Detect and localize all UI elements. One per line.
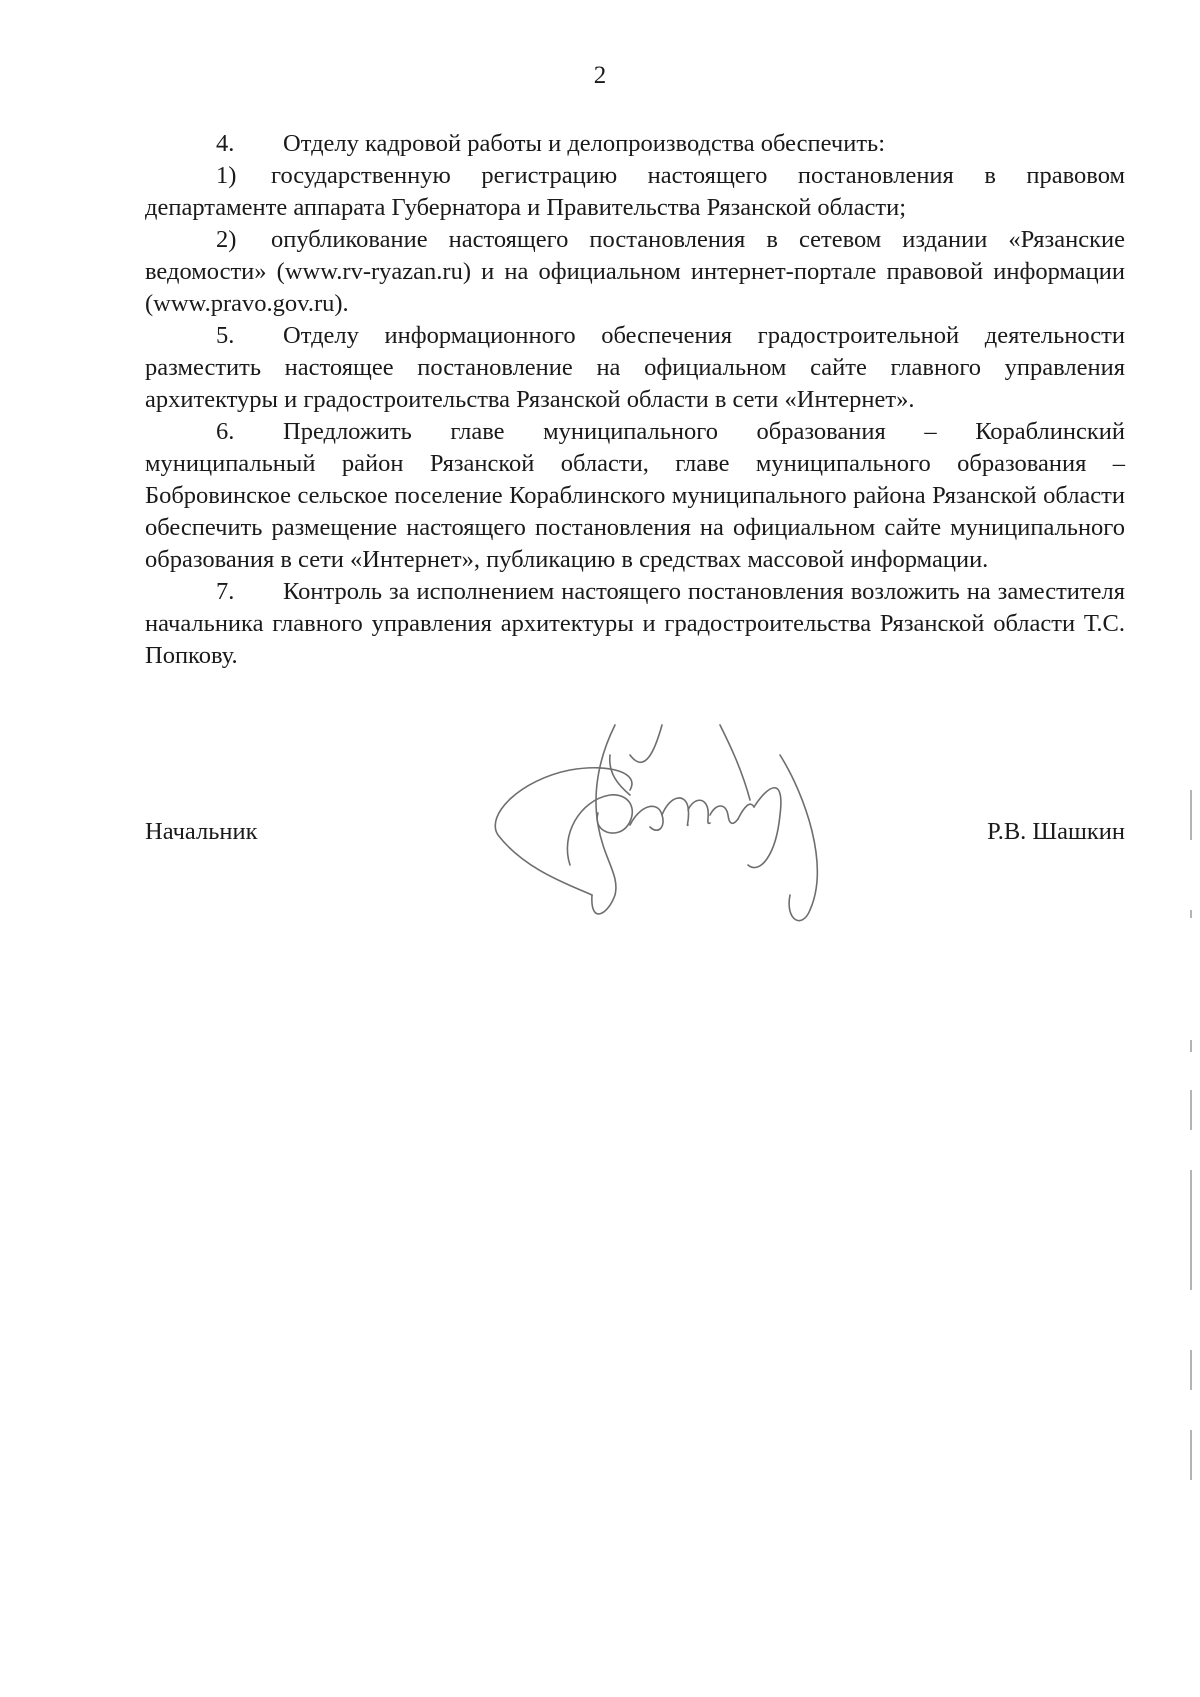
paragraph-4-1 bbox=[145, 160, 1125, 224]
paragraph-text: опубликование настоящего постановления в сетевом издании «Рязанские ведомости» (www.rv-ryazan.ru) и на официальном интернет-портале правовой информации (www.pravo.gov.ru). bbox=[145, 226, 1125, 317]
paragraph-text: Предложить главе муниципального образования – Кораблинский муниципальный район Рязанской области, главе муниципального образования – Бобровинское сельское поселение Кораблинского муниципального района Рязанской области обеспечить размещение настоящего постановления на официальном сайте муниципального образования в сети «Интернет», публикацию в средствах массовой информации. bbox=[145, 418, 1125, 573]
scan-edge-marks bbox=[1188, 790, 1194, 1490]
paragraph-number: 7. bbox=[216, 578, 235, 605]
document-body bbox=[145, 128, 1125, 672]
page-number: 2 bbox=[593, 62, 607, 89]
signatory-position: Начальник bbox=[145, 818, 258, 845]
paragraph-number: 1) bbox=[216, 162, 237, 189]
paragraph-number: 5. bbox=[216, 322, 235, 349]
paragraph-4-2 bbox=[145, 224, 1125, 320]
paragraph-text: Отделу кадровой работы и делопроизводства обеспечить: bbox=[283, 130, 886, 157]
signatory-name: Р.В. Шашкин bbox=[987, 818, 1125, 845]
paragraph-6 bbox=[145, 416, 1125, 576]
paragraph-4 bbox=[145, 128, 1125, 160]
paragraph-7 bbox=[145, 576, 1125, 672]
paragraph-number: 6. bbox=[216, 418, 235, 445]
paragraph-number: 2) bbox=[216, 226, 237, 253]
signature-block bbox=[145, 818, 1125, 858]
paragraph-5 bbox=[145, 320, 1125, 416]
paragraph-text: государственную регистрацию настоящего постановления в правовом департаменте аппарата Губернатора и Правительства Рязанской области; bbox=[145, 162, 1125, 221]
paragraph-text: Отделу информационного обеспечения градостроительной деятельности разместить настоящее постановление на официальном сайте главного управления архитектуры и градостроительства Рязанской области в сети «Интернет». bbox=[145, 322, 1125, 413]
paragraph-number: 4. bbox=[216, 130, 235, 157]
paragraph-text: Контроль за исполнением настоящего постановления возложить на заместителя начальника главного управления архитектуры и градостроительства Рязанской области Т.С. Попкову. bbox=[145, 578, 1125, 669]
